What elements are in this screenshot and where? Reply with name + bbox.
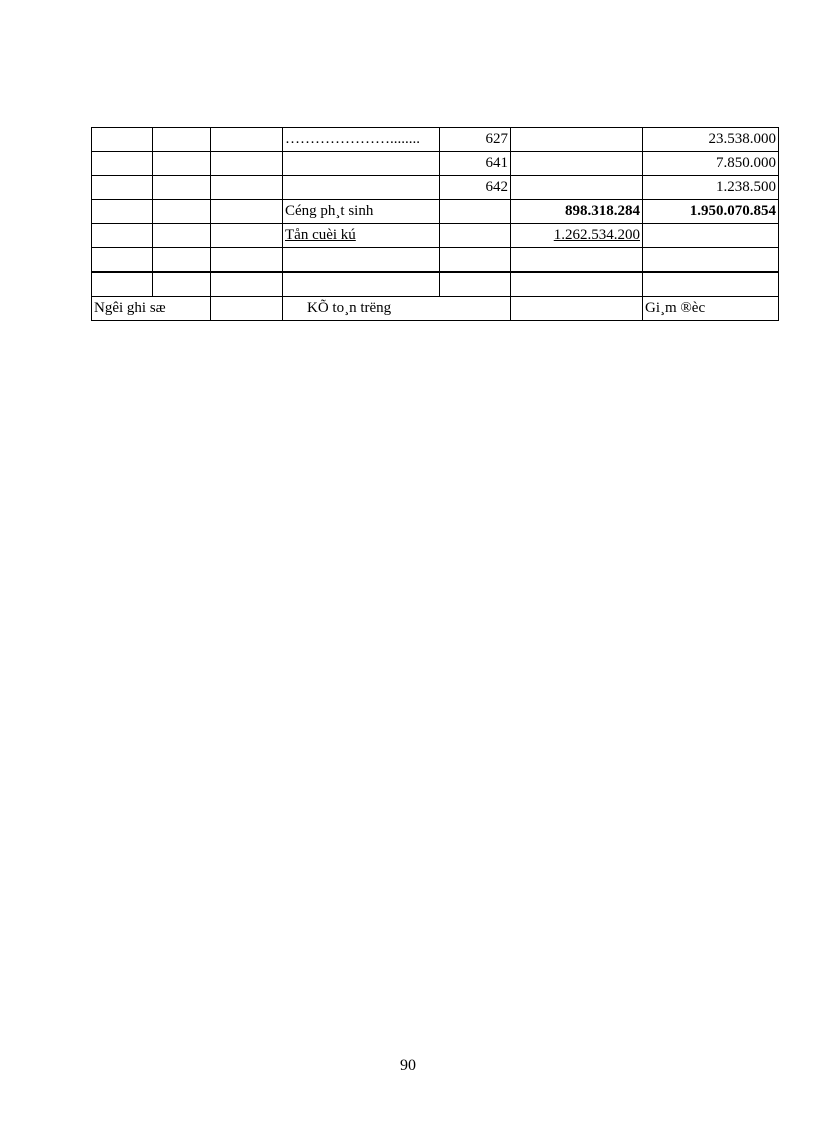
cell-col2 bbox=[153, 248, 211, 273]
cell-debit bbox=[511, 224, 643, 248]
chief-accountant-signature: KÕ to¸n trëng bbox=[283, 297, 511, 321]
ledger-table bbox=[91, 127, 779, 321]
cell-account: 642 bbox=[440, 176, 511, 200]
cell-empty bbox=[211, 297, 283, 321]
cell-account: 627 bbox=[440, 128, 511, 152]
cell-credit bbox=[643, 248, 779, 273]
table-row bbox=[92, 248, 779, 273]
cell-account: 641 bbox=[440, 152, 511, 176]
cell-credit: 7.850.000 bbox=[643, 152, 779, 176]
cell-description bbox=[283, 224, 440, 248]
cell-account bbox=[440, 248, 511, 273]
cell-col1 bbox=[92, 200, 153, 224]
cell-description bbox=[283, 176, 440, 200]
cell-col2 bbox=[153, 176, 211, 200]
cell-description: Céng ph¸t sinh bbox=[283, 200, 440, 224]
cell-col1 bbox=[92, 152, 153, 176]
cell-debit: 898.318.284 bbox=[511, 200, 643, 224]
cell-credit bbox=[643, 224, 779, 248]
cell-col3 bbox=[211, 176, 283, 200]
director-signature: Gi¸m ®èc bbox=[643, 297, 779, 321]
page-number: 90 bbox=[400, 1057, 416, 1074]
cell-debit bbox=[511, 128, 643, 152]
cell-col3 bbox=[211, 248, 283, 273]
cell-col1 bbox=[92, 176, 153, 200]
cell-description: …………………........ bbox=[283, 128, 440, 152]
cell-col2 bbox=[153, 200, 211, 224]
cell-debit bbox=[511, 176, 643, 200]
cell-col2 bbox=[153, 152, 211, 176]
cell-col3 bbox=[211, 224, 283, 248]
cell-description bbox=[283, 272, 440, 297]
cell-col3 bbox=[211, 272, 283, 297]
table-row bbox=[92, 128, 779, 152]
cell-empty bbox=[511, 297, 643, 321]
signature-row bbox=[92, 297, 779, 321]
cell-credit bbox=[643, 272, 779, 297]
recorder-signature: Ngêi ghi sæ bbox=[92, 297, 211, 321]
cell-credit: 1.950.070.854 bbox=[643, 200, 779, 224]
table-row bbox=[92, 272, 779, 297]
cell-account bbox=[440, 200, 511, 224]
cell-col3 bbox=[211, 128, 283, 152]
cell-col3 bbox=[211, 200, 283, 224]
cell-description bbox=[283, 152, 440, 176]
cell-col1 bbox=[92, 128, 153, 152]
closing-label: Tån cuèi kú bbox=[285, 227, 356, 243]
cell-credit: 1.238.500 bbox=[643, 176, 779, 200]
cell-col2 bbox=[153, 224, 211, 248]
cell-col1 bbox=[92, 224, 153, 248]
cell-debit bbox=[511, 152, 643, 176]
cell-col2 bbox=[153, 272, 211, 297]
table-row bbox=[92, 152, 779, 176]
cell-col1 bbox=[92, 248, 153, 273]
cell-col3 bbox=[211, 152, 283, 176]
cell-debit bbox=[511, 248, 643, 273]
table-row bbox=[92, 176, 779, 200]
cell-col2 bbox=[153, 128, 211, 152]
table-row-closing bbox=[92, 224, 779, 248]
table-row-total bbox=[92, 200, 779, 224]
closing-debit: 1.262.534.200 bbox=[553, 227, 640, 243]
cell-description bbox=[283, 248, 440, 273]
cell-col1 bbox=[92, 272, 153, 297]
cell-account bbox=[440, 272, 511, 297]
cell-account bbox=[440, 224, 511, 248]
cell-credit: 23.538.000 bbox=[643, 128, 779, 152]
cell-debit bbox=[511, 272, 643, 297]
